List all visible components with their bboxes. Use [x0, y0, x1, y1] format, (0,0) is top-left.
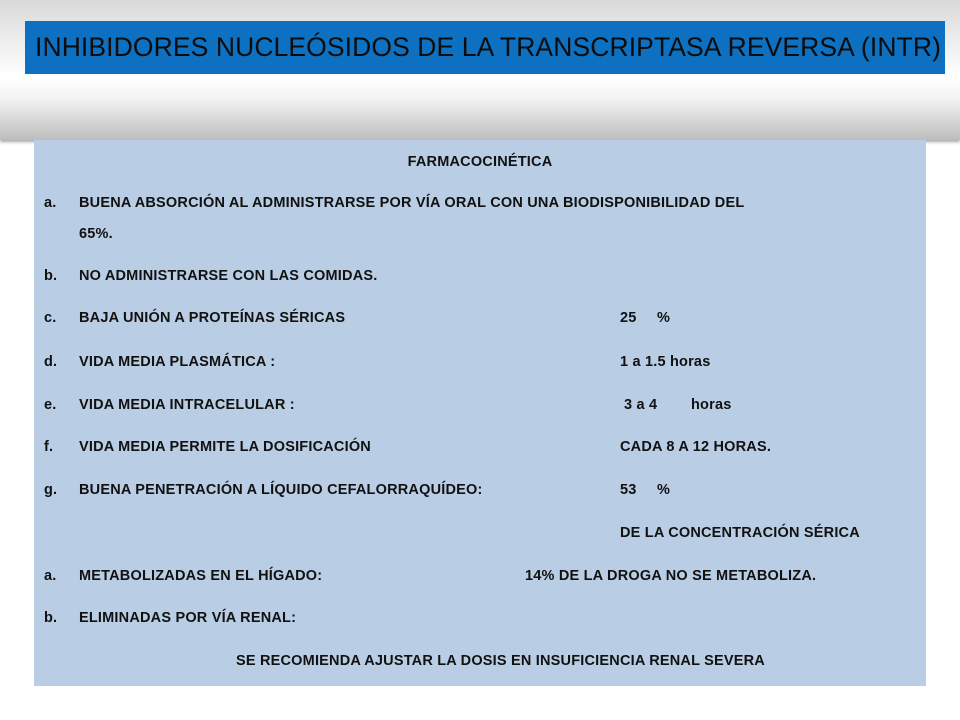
item-value: 1 a 1.5 horas [620, 354, 711, 370]
item-text: BUENA ABSORCIÓN AL ADMINISTRARSE POR VÍA ORAL CON UNA BIODISPONIBILIDAD DEL [79, 195, 745, 211]
item-value: 25 [620, 310, 637, 326]
section-heading: FARMACOCINÉTICA [407, 154, 553, 170]
item-text-continuation: 65%. [79, 226, 113, 242]
item-text: ELIMINADAS POR VÍA RENAL: [79, 610, 297, 626]
item-marker: d. [44, 354, 58, 370]
item-marker: f. [44, 439, 54, 455]
item-text: VIDA MEDIA PERMITE LA DOSIFICACIÓN [79, 439, 371, 455]
item-marker: g. [44, 482, 58, 498]
item-value: CADA 8 A 12 HORAS. [620, 439, 772, 455]
item-unit: horas [691, 397, 732, 413]
item-text: BUENA PENETRACIÓN A LÍQUIDO CEFALORRAQUÍDEO: [79, 482, 483, 498]
item-note: SE RECOMIENDA AJUSTAR LA DOSIS EN INSUFICIENCIA RENAL SEVERA [236, 653, 765, 669]
content-box [34, 140, 926, 686]
item-marker: b. [44, 268, 58, 284]
item-marker: a. [44, 195, 57, 211]
item-marker: a. [44, 568, 57, 584]
item-value: 3 a 4 [624, 397, 658, 413]
item-text: BAJA UNIÓN A PROTEÍNAS SÉRICAS [79, 310, 346, 326]
slide-title: INHIBIDORES NUCLEÓSIDOS DE LA TRANSCRIPTASA REVERSA (INTR) [35, 32, 942, 62]
item-marker: e. [44, 397, 57, 413]
item-continuation: DE LA CONCENTRACIÓN SÉRICA [620, 525, 860, 541]
item-value: 14% DE LA DROGA NO SE METABOLIZA. [525, 568, 817, 584]
item-marker: c. [44, 310, 57, 326]
item-text: METABOLIZADAS EN EL HÍGADO: [79, 568, 323, 584]
item-marker: b. [44, 610, 58, 626]
item-value: 53 [620, 482, 637, 498]
item-text: NO ADMINISTRARSE CON LAS COMIDAS. [79, 268, 378, 284]
title-bar [25, 21, 945, 74]
item-unit: % [657, 310, 671, 326]
item-text: VIDA MEDIA PLASMÁTICA : [79, 354, 276, 370]
item-text: VIDA MEDIA INTRACELULAR : [79, 397, 295, 413]
item-unit: % [657, 482, 671, 498]
